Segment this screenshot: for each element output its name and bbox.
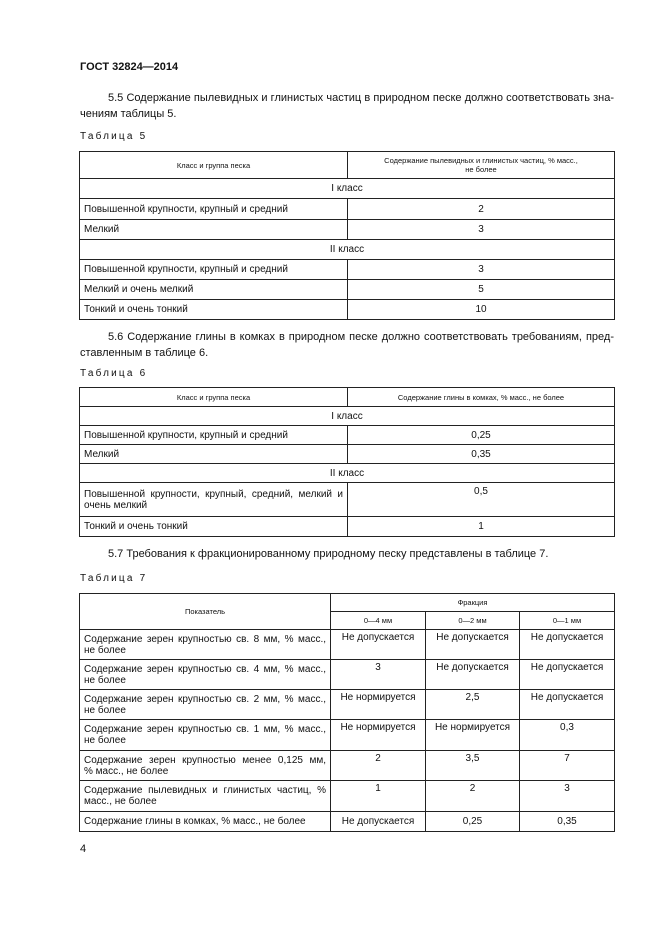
table7-indicator-cell xyxy=(80,690,331,720)
table7-indicator-cell xyxy=(80,660,331,690)
table6-group-cell-line1: Повышенной крупности, крупный, средний, мелкий и xyxy=(84,488,343,500)
table5-group-cell: Мелкий xyxy=(80,220,348,240)
table6-value-cell: 0,5 xyxy=(348,483,615,517)
table7-value-cell: Не нормируется xyxy=(331,720,426,751)
table7-value-cell: 3,5 xyxy=(426,751,520,781)
table6-group-cell: Тонкий и очень тонкий xyxy=(80,517,348,537)
table-row xyxy=(80,660,615,690)
table-row xyxy=(80,220,615,240)
table7-value-cell: Не допускается xyxy=(520,690,615,720)
paragraph-5-6-line1: 5.6 Содержание глины в комках в природном песке должно соответствовать требованиям, пред- xyxy=(108,331,614,343)
table-row xyxy=(80,300,615,320)
table7-indicator-header: Показатель xyxy=(80,594,331,630)
table7-indicator-line2: не более xyxy=(84,704,126,716)
table-row xyxy=(80,517,615,537)
table7-fraction-0-2: 0—2 мм xyxy=(426,612,520,630)
table6-value-cell: 0,25 xyxy=(348,426,615,445)
table7-value-cell: 2,5 xyxy=(426,690,520,720)
table7-indicator-line2: не более xyxy=(84,674,126,686)
table7-fraction-0-4: 0—4 мм xyxy=(331,612,426,630)
document-header: ГОСТ 32824—2014 xyxy=(80,61,179,73)
table-row xyxy=(80,720,615,751)
table5-col-content-header xyxy=(348,152,615,179)
table7-value-cell: 2 xyxy=(331,751,426,781)
table5-value-cell: 2 xyxy=(348,199,615,220)
table7-value-cell: 0,35 xyxy=(520,812,615,832)
table6-col-class-header: Класс и группа песка xyxy=(80,388,348,407)
table7-value-cell: 2 xyxy=(426,781,520,812)
table7-value-cell: 1 xyxy=(331,781,426,812)
table7-value-cell: Не допускается xyxy=(520,630,615,660)
table7-indicator-cell: Содержание глины в комках, % масс., не более xyxy=(80,812,331,832)
table7-value-cell: Не нормируется xyxy=(426,720,520,751)
table-row xyxy=(80,781,615,812)
table-row xyxy=(80,751,615,781)
table6-class-row: II класс xyxy=(80,464,615,483)
table7-fraction-0-1: 0—1 мм xyxy=(520,612,615,630)
table7-fraction-header: Фракция xyxy=(331,594,615,612)
table6-group-cell xyxy=(80,483,348,517)
paragraph-5-5-line1: 5.5 Содержание пылевидных и глинистых частиц в природном песке должно соответствовать зна- xyxy=(108,92,614,104)
table7-indicator-line1: Содержание зерен крупностью св. 2 мм, % масс., xyxy=(84,693,326,705)
paragraph-5-5 xyxy=(80,90,614,122)
table5-value-cell: 10 xyxy=(348,300,615,320)
page-number: 4 xyxy=(80,843,87,855)
table-row xyxy=(80,426,615,445)
table7-value-cell: Не нормируется xyxy=(331,690,426,720)
table-5 xyxy=(79,151,615,320)
table6-group-cell: Мелкий xyxy=(80,445,348,464)
table5-class-row: II класс xyxy=(80,240,615,260)
table7-value-cell: 3 xyxy=(520,781,615,812)
table6-caption: Таблица 6 xyxy=(80,368,148,379)
table7-value-cell: 0,25 xyxy=(426,812,520,832)
table5-caption: Таблица 5 xyxy=(80,131,148,142)
table5-group-cell: Повышенной крупности, крупный и средний xyxy=(80,199,348,220)
table7-indicator-line1: Содержание пылевидных и глинистых частиц, % xyxy=(84,785,326,796)
table5-col-content-header-line2: не более xyxy=(465,165,497,174)
table7-value-cell: Не допускается xyxy=(331,812,426,832)
table-row xyxy=(80,445,615,464)
table5-value-cell: 5 xyxy=(348,280,615,300)
table-row xyxy=(80,280,615,300)
table5-value-cell: 3 xyxy=(348,260,615,280)
table7-indicator-cell xyxy=(80,720,331,751)
paragraph-5-6-line2: ставленным в таблице 6. xyxy=(80,347,209,359)
table7-indicator-cell xyxy=(80,781,331,812)
table6-col-content-header: Содержание глины в комках, % масс., не более xyxy=(348,388,615,407)
table6-class-row: I класс xyxy=(80,407,615,426)
table7-value-cell: 3 xyxy=(331,660,426,690)
table6-group-cell-line2: очень мелкий xyxy=(84,499,148,511)
table-row xyxy=(80,812,615,832)
table7-indicator-line2: не более xyxy=(84,644,126,656)
table-row xyxy=(80,690,615,720)
paragraph-5-5-line2: чениям таблицы 5. xyxy=(80,108,177,120)
table7-caption: Таблица 7 xyxy=(80,573,148,584)
table5-col-content-header-line1: Содержание пылевидных и глинистых частиц, % масс., xyxy=(384,156,578,165)
table-row xyxy=(80,199,615,220)
paragraph-5-6 xyxy=(80,329,614,361)
table5-class-row: I класс xyxy=(80,179,615,199)
table-row xyxy=(80,260,615,280)
table7-value-cell: 0,3 xyxy=(520,720,615,751)
table5-group-cell: Повышенной крупности, крупный и средний xyxy=(80,260,348,280)
table7-indicator-line2: масс., не более xyxy=(84,796,157,807)
table-row xyxy=(80,630,615,660)
table7-indicator-line2: % масс., не более xyxy=(84,765,169,777)
table-6 xyxy=(79,387,615,537)
table6-value-cell: 0,35 xyxy=(348,445,615,464)
table-7 xyxy=(79,593,615,832)
table6-value-cell: 1 xyxy=(348,517,615,537)
table7-value-cell: 7 xyxy=(520,751,615,781)
table7-value-cell: Не допускается xyxy=(331,630,426,660)
table7-indicator-cell xyxy=(80,630,331,660)
table7-indicator-line1: Содержание зерен крупностью св. 1 мм, % масс., xyxy=(84,724,326,735)
table-row xyxy=(80,483,615,517)
paragraph-5-7-line1: 5.7 Требования к фракционированному природному песку представлены в таблице 7. xyxy=(108,548,549,560)
table7-indicator-cell xyxy=(80,751,331,781)
table5-group-cell: Мелкий и очень мелкий xyxy=(80,280,348,300)
table7-indicator-line1: Содержание зерен крупностью св. 8 мм, % масс., xyxy=(84,633,326,645)
table7-value-cell: Не допускается xyxy=(426,630,520,660)
paragraph-5-7 xyxy=(80,546,614,562)
table7-value-cell: Не допускается xyxy=(520,660,615,690)
table5-group-cell: Тонкий и очень тонкий xyxy=(80,300,348,320)
table5-col-class-header: Класс и группа песка xyxy=(80,152,348,179)
table6-group-cell: Повышенной крупности, крупный и средний xyxy=(80,426,348,445)
table7-indicator-line1: Содержание зерен крупностью св. 4 мм, % масс., xyxy=(84,663,326,675)
table5-value-cell: 3 xyxy=(348,220,615,240)
table7-value-cell: Не допускается xyxy=(426,660,520,690)
table7-indicator-line1: Содержание зерен крупностью менее 0,125 мм, xyxy=(84,754,326,766)
table7-indicator-line2: не более xyxy=(84,735,126,746)
